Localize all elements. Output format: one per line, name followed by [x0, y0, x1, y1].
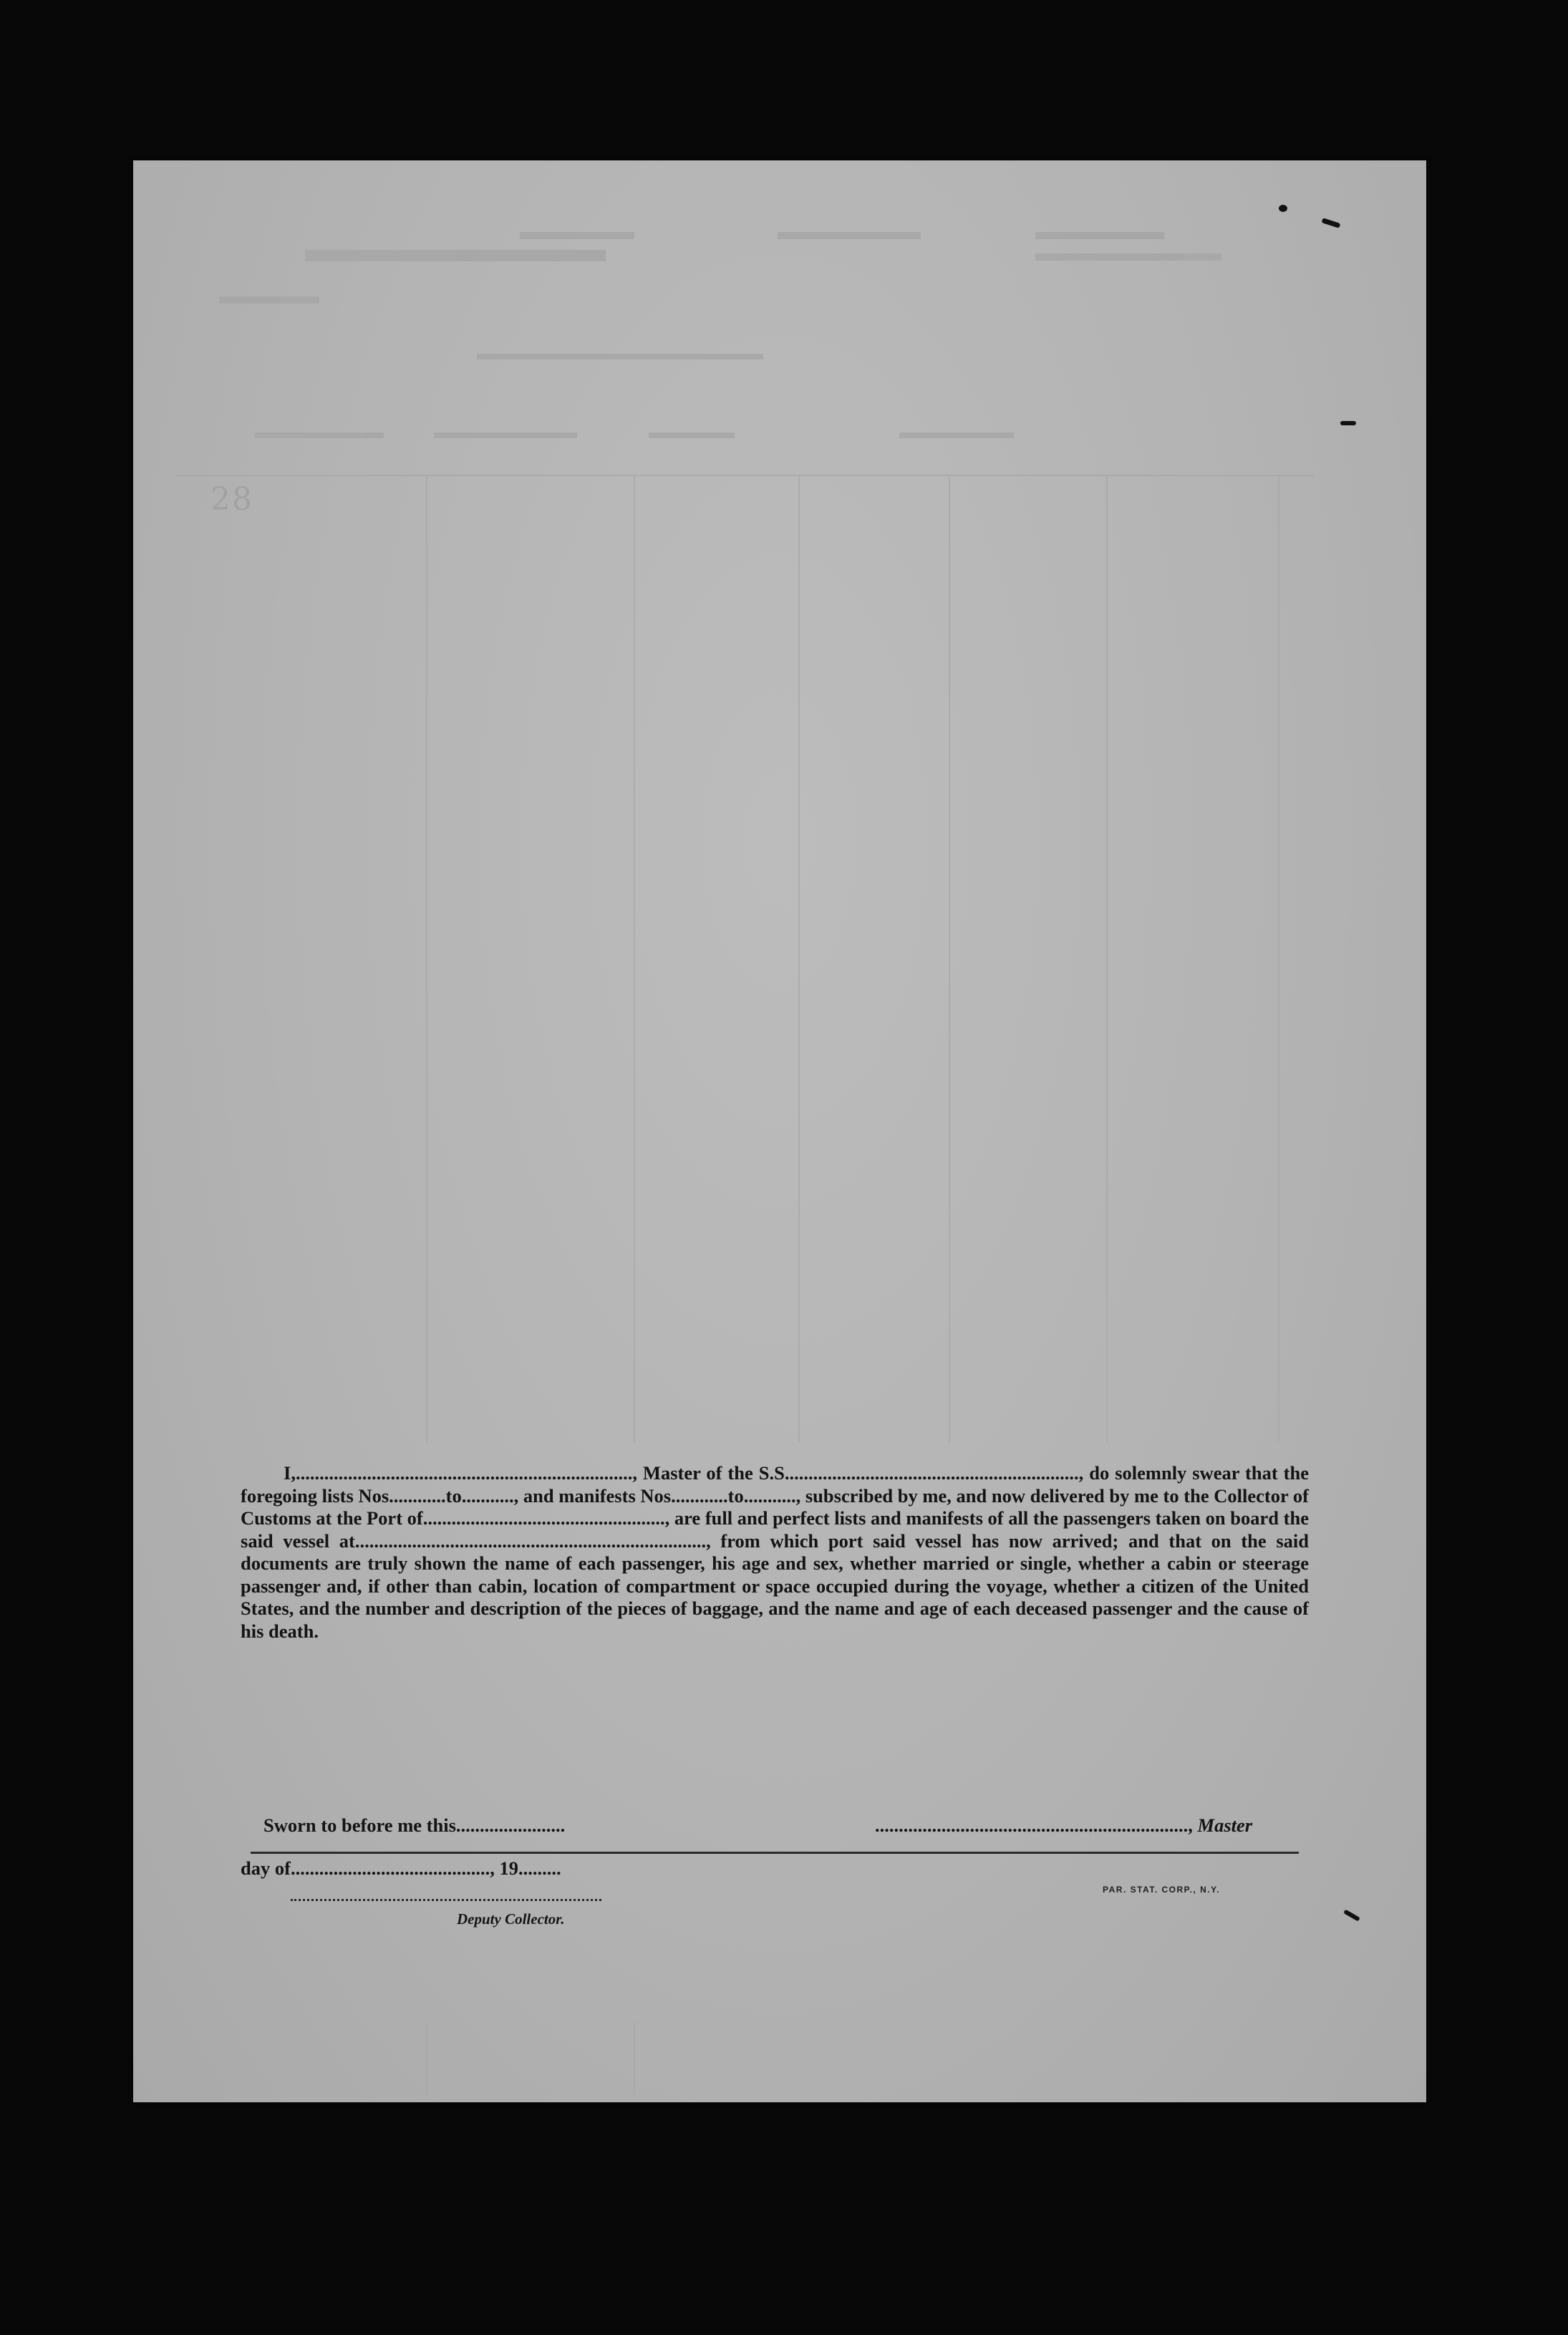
bleed-through-ruling: [133, 160, 1426, 2102]
oath-paragraph: I,......................................................................., Master of the S.S.............................................................., do solemnly swear that the foregoing lists Nos............to..........., and manifests Nos............to..........., subscribed by me, and now delivered by me to the Collector of Customs at the Port of..................................................., are full and perfect lists and manifests of all the passengers taken on board the said vessel at.........................................................................., from which port said vessel has now arrived; and that on the said documents are truly shown the name of each passenger, his age and sex, whether married or single, whether a cabin or steerage passenger and, if other than cabin, location of compartment or space occupied during the voyage, whether a citizen of the United States, and the number and description of the pieces of baggage, and the name and age of each deceased passenger and the cause of his death.: [241, 1462, 1309, 1642]
ink-speck: [1322, 218, 1341, 228]
day-line: day of.........................................., 19.........: [241, 1857, 561, 1879]
ink-speck: [1279, 205, 1287, 212]
master-signature-line: [875, 1814, 1252, 1837]
master-label: Master: [1197, 1814, 1253, 1836]
ink-speck: [1343, 1909, 1360, 1921]
page-number: 28: [210, 481, 253, 518]
ink-speck: [1340, 421, 1356, 425]
deputy-collector-label: Deputy Collector.: [457, 1910, 565, 1928]
bottom-rule: [251, 1852, 1299, 1854]
master-dots: ..................................................................,: [875, 1814, 1193, 1836]
manifest-page: [133, 160, 1426, 2102]
deputy-signature-line: [291, 1899, 601, 1901]
printer-mark: PAR. STAT. CORP., N.Y.: [1103, 1885, 1221, 1895]
sworn-line: Sworn to before me this.......................: [263, 1814, 566, 1836]
